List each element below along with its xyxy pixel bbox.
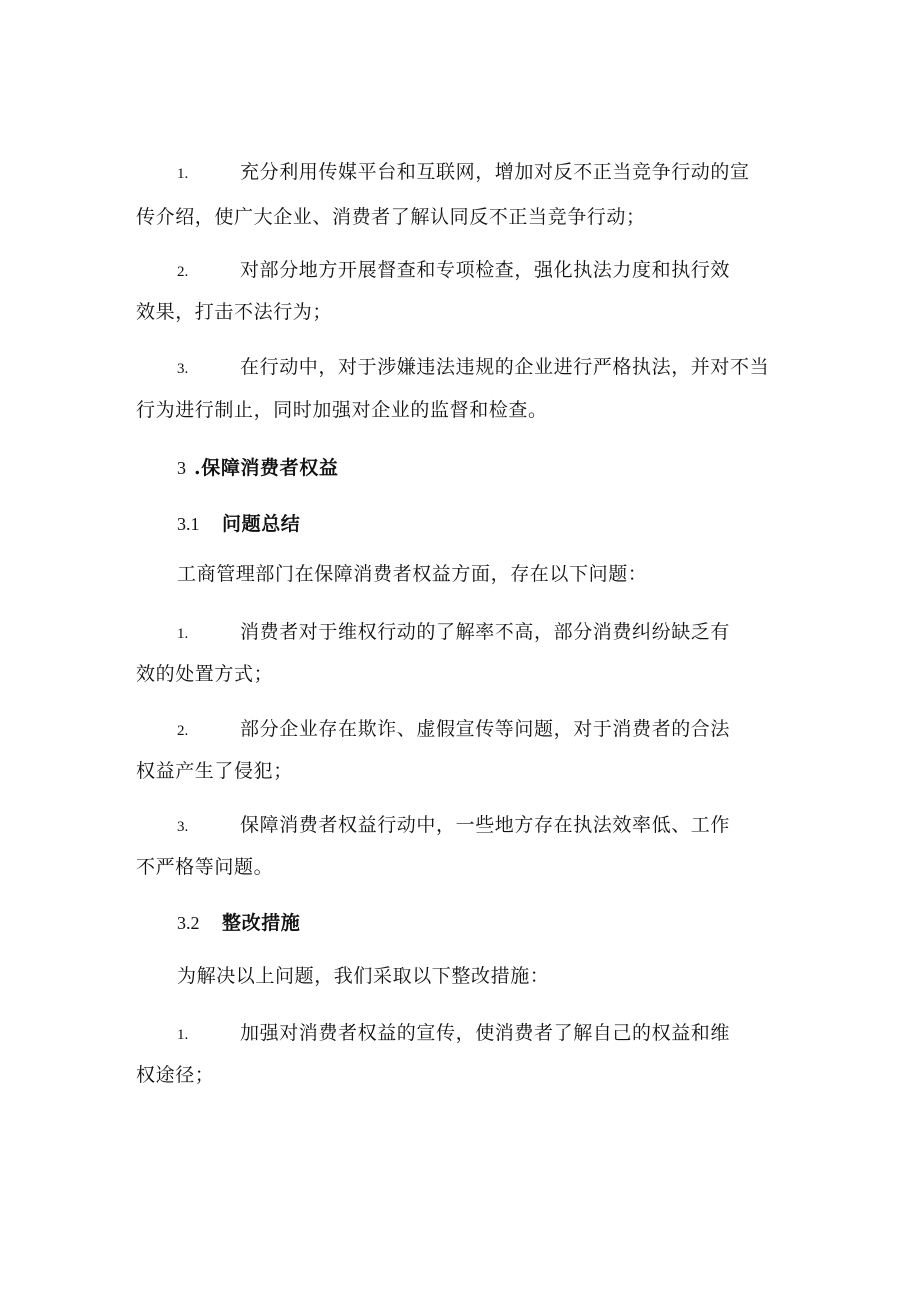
list-item-line: 在行动中，对于涉嫌违法违规的企业进行严格执法，并对不当: [240, 356, 770, 378]
list-item-line: 传介绍，使广大企业、消费者了解认同反不正当竞争行动；: [136, 206, 646, 228]
list-item-line: 效果，打击不法行为；: [136, 301, 333, 323]
list-item-line: 对部分地方开展督查和专项检查，强化执法力度和执行效: [240, 259, 731, 281]
list-item-line: 加强对消费者权益的宣传，使消费者了解自己的权益和维: [240, 1022, 731, 1044]
list-item-line: 行为进行制止，同时加强对企业的监督和检查。: [136, 399, 548, 421]
subsection-number: 3.2: [177, 913, 200, 933]
paragraph-intro: 为解决以上问题，我们采取以下整改措施：: [177, 965, 550, 987]
list-item-line: 权益产生了侵犯；: [136, 760, 293, 782]
list-item-line: 权途径；: [136, 1064, 215, 1086]
list-item-line: 保障消费者权益行动中，一些地方存在执法效率低、工作: [240, 814, 731, 836]
list-item-line: 消费者对于维权行动的了解率不高，部分消费纠纷缺乏有: [240, 621, 731, 643]
paragraph-intro: 工商管理部门在保障消费者权益方面，存在以下问题：: [177, 563, 648, 585]
list-item-number: 2.: [177, 723, 189, 739]
list-item-line: 充分利用传媒平台和互联网，增加对反不正当竞争行动的宣: [240, 161, 750, 183]
list-item-number: 3.: [177, 819, 189, 835]
list-item-number: 1.: [177, 626, 189, 642]
subsection-title: 问题总结: [222, 513, 301, 535]
section-number: 3: [177, 458, 186, 478]
list-item-number: 2.: [177, 264, 189, 280]
list-item-number: 3.: [177, 361, 189, 377]
subsection-title: 整改措施: [222, 912, 301, 934]
subsection-number: 3.1: [177, 514, 200, 534]
list-item-line: 效的处置方式；: [136, 663, 274, 685]
section-title: .保障消费者权益: [194, 457, 339, 479]
list-item-number: 1.: [177, 166, 189, 182]
list-item-number: 1.: [177, 1027, 189, 1043]
list-item-line: 不严格等问题。: [136, 856, 274, 878]
list-item-line: 部分企业存在欺诈、虚假宣传等问题，对于消费者的合法: [240, 718, 731, 740]
